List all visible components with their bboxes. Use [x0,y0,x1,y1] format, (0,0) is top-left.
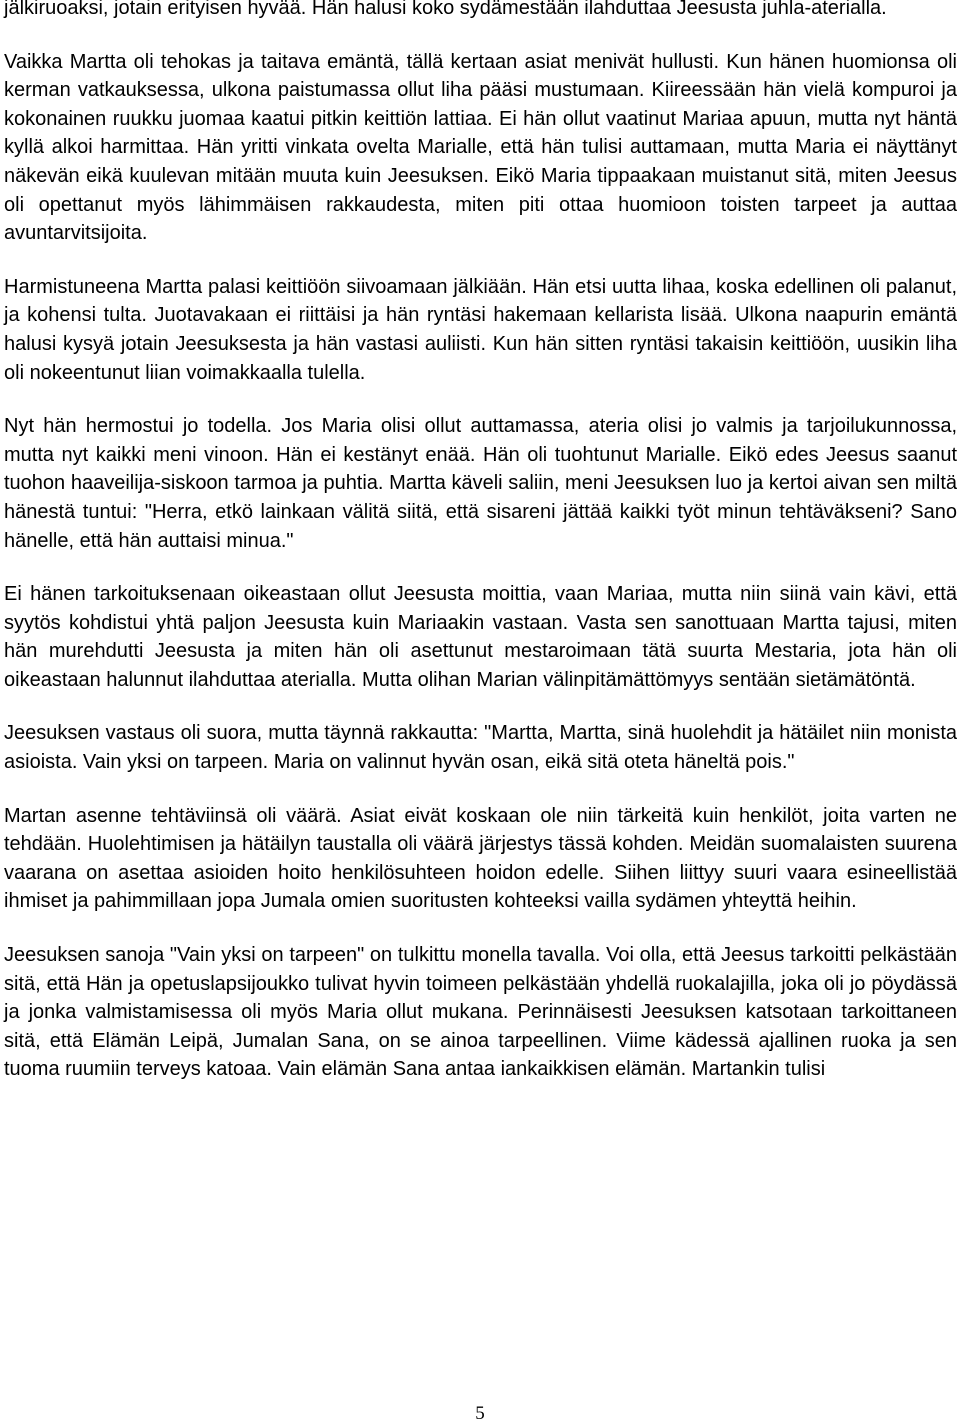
paragraph-1: jälkiruoaksi, jotain erityisen hyvää. Hän halusi koko sydämestään ilahduttaa Jeesusta juhla-aterialla. [4,0,887,19]
document-body [4,0,957,1109]
paragraph-6: Jeesuksen vastaus oli suora, mutta täynnä rakkautta: "Martta, Martta, sinä huolehdit ja hätäilet niin monista asioista. Vain yksi on tarpeen. Maria on valinnut hyvän osan, eikä sitä oteta häneltä pois." [4,722,957,774]
paragraph-8: Jeesuksen sanoja "Vain yksi on tarpeen" on tulkittu monella tavalla. Voi olla, että Jeesus tarkoitti pelkästään sitä, että Hän ja opetuslapsijoukko tulivat hyvin toimeen pelkästään yhdellä ruokalajilla, joka oli jo pöydässä ja jonka valmistamisessa oli myös Maria ollut mukana. Perinnäisesti Jeesuksen katsotaan tarkoittaneen sitä, että Elämän Leipä, Jumalan Sana, on se ainoa tarpeellinen. Viime kädessä ajallinen ruoka ja sen tuoma ruumiin terveys katoaa. Vain elämän Sana antaa iankaikkisen elämän. Martankin tulisi [4,944,957,1081]
paragraph-2: Vaikka Martta oli tehokas ja taitava emäntä, tällä kertaan asiat menivät hullusti. Kun hänen huomionsa oli kerman vatkauksessa, ulkona paistumassa ollut liha pääsi mustumaan. Kiireessään hän vielä kompuroi ja kokonainen ruukku juomaa kaatui pitkin keittiön lattiaa. Ei hän ollut vaatinut Mariaa apuun, mutta nyt häntä kyllä alkoi harmittaa. Hän yritti vinkata ovelta Marialle, että hän tulisi auttamaan, mutta Maria ei näyttänyt näkevän eikä kuulevan mitään muuta kuin Jeesuksen. Eikö Maria tippaakaan muistanut sitä, miten Jeesus oli opettanut myös lähimmäisen rakkaudesta, miten piti ottaa huomioon toisten tarpeet ja auttaa avuntarvitsijoita. [4,50,957,245]
paragraph-7: Martan asenne tehtäviinsä oli väärä. Asiat eivät koskaan ole niin tärkeitä kuin henkilöt, joita varten ne tehdään. Huolehtimisen ja hätäilyn taustalla oli väärä järjestys tässä kohden. Meidän suomalaisten suurena vaarana on asettaa asioiden hoito henkilösuhteen hoidon edelle. Siihen liittyy suuri vaara esineellistää ihmiset ja pahimmillaan jopa Jumala omien suoritusten kohteeksi vailla sydämen yhteyttä heihin. [4,804,957,913]
paragraph-4: Nyt hän hermostui jo todella. Jos Maria olisi ollut auttamassa, ateria olisi jo valmis ja tarjoilukunnossa, mutta nyt kaikki meni vinoon. Hän ei kestänyt enää. Hän oli tuohtunut Marialle. Eikö edes Jeesus saanut tuohon haaveilija-siskoon tarmoa ja puhtia. Martta käveli saliin, meni Jeesuksen luo ja kertoi aivan sen miltä hänestä tuntui: "Herra, etkö lainkaan välitä siitä, että sisareni jättää kaikki työt minun tehtäväkseni? Sano hänelle, että hän auttaisi minua." [4,415,957,552]
paragraph-5: Ei hänen tarkoituksenaan oikeastaan ollut Jeesusta moittia, vaan Mariaa, mutta niin siinä vain kävi, että syytös kohdistui yhtä paljon Jeesusta kuin Mariaakin vastaan. Vasta sen sanottuaan Martta tajusi, miten hän murehdutti Jeesusta ja miten hän oli asettunut mestaroimaan tätä suurta Mestaria, jota hän oli oikeastaan halunnut ilahduttaa aterialla. Mutta olihan Marian välinpitämättömyys sentään sietämätöntä. [4,583,957,691]
page-number: 5 [475,1403,485,1424]
paragraph-3: Harmistuneena Martta palasi keittiöön siivoamaan jälkiään. Hän etsi uutta lihaa, koska edellinen oli palanut, ja kohensi tulta. Juotavakaan ei riittäisi ja hän ryntäsi hakemaan kellarista lisää. Ulkona naapurin emäntä halusi kysyä jotain Jeesuksesta ja hän vastasi auliisti. Kun hän sitten ryntäsi takaisin keittiöön, uusikin liha oli nokeentunut liian voimakkaalla tulella. [4,275,957,384]
